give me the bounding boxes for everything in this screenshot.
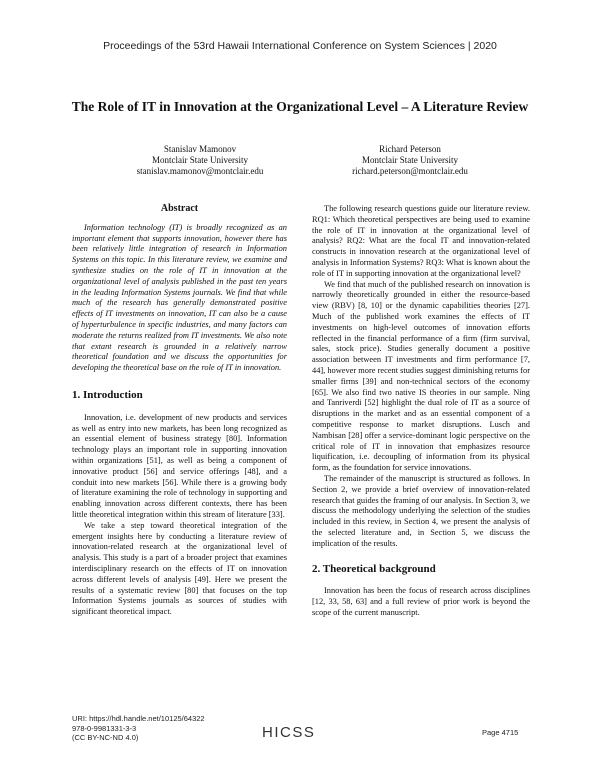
footer-isbn: 978-0-9981331-3-3 bbox=[72, 723, 137, 733]
abstract-heading: Abstract bbox=[160, 203, 199, 214]
section-heading: 1. Introduction bbox=[72, 388, 143, 401]
author-block bbox=[300, 144, 520, 177]
paragraph: Innovation has been the focus of research across disciplines [12, 33, 58, 63] and a full review of prior work is beyond the scope of the current manuscript. bbox=[312, 586, 530, 617]
paper-title: The Role of IT in Innovation at the Organizational Level – A Literature Review bbox=[71, 99, 529, 114]
hicss-logo: HICSS bbox=[262, 724, 316, 741]
paragraph: We find that much of the published research on innovation is narrowly theoretically grounded in either the resource-based view (RBV) [8, 10] or the dynamic capabilities theories [27]. Much of the published work examines the effects of IT investments on high-level outcomes of innovation efforts reflected in the financial performance of a firm (firm survival, sales, stock price). Studies generally document a positive association between IT investments and firm performance [7, 44], however more recent studies suggest diminishing returns for smaller firms [39] and non-technical sectors of the economy [65]. We also find two native IS theories in our sample. Ning and Tanriverdi [52] highlight the dual role of IT as a source of disruptions in the market and as an essential component of a competitive response to market disruptions. Lusch and Nambisan [28] offer a service-dominant logic perspective on the critical role of IT in innovation that emphasizes resource liquification, i.e. decoupling of information from its physical form, as the foundation for service innovations. bbox=[312, 279, 530, 473]
proceedings-header: Proceedings of the 53rd Hawaii International Conference on System Sciences | 2020 bbox=[103, 40, 497, 52]
author-name: Richard Peterson bbox=[379, 144, 441, 154]
left-column bbox=[72, 204, 287, 618]
author-affiliation: Montclair State University bbox=[362, 155, 458, 165]
author-name: Stanislav Mamonov bbox=[163, 144, 237, 154]
footer-info bbox=[72, 714, 222, 743]
author-affiliation: Montclair State University bbox=[152, 155, 248, 165]
page-number: Page 4715 bbox=[482, 728, 519, 737]
paragraph: The remainder of the manuscript is structured as follows. In Section 2, we provide a brief overview of innovation-related research that guides the framing of our analysis. In Section 3, we discuss the methodology underlying the selection of the studies included in this review, in Section 4, we present the analysis of the selected literature and, in Section 5, we discuss the implication of the results. bbox=[312, 473, 530, 548]
paragraph: The following research questions guide our literature review. RQ1: Which theoretical perspectives are being used to examine the role of IT in innovation at the organizational level of analysis? RQ2: What are the focal IT and innovation-related constructs in innovation research at the organizational level of analysis in Information Systems? RQ3: What is known about the role of IT in supporting innovation at the organizational level? bbox=[312, 204, 530, 278]
right-column bbox=[312, 204, 530, 619]
section-heading: 2. Theoretical background bbox=[312, 562, 436, 575]
footer-license: (CC BY-NC-ND 4.0) bbox=[72, 733, 139, 742]
paragraph: We take a step toward theoretical integration of the emergent insights here by conducting a literature review of innovation-related research at the organizational level of analysis. This study is a part of a broader project that examines interdisciplinary research on the effects of IT on innovation across different levels of analysis [49]. Here we present the results of a systematic review [80] that focuses on the top Information Systems journals as sources of studies with significant theoretical impact. bbox=[72, 520, 287, 617]
author-email: richard.peterson@montclair.edu bbox=[352, 166, 468, 176]
author-block bbox=[90, 144, 310, 177]
abstract-text: Information technology (IT) is broadly recognized as an important element that supports innovation, however there has been relatively little integration of research in Information Systems on this topic. In this literature review, we examine and synthesize studies on the role of IT in innovation at the organizational level of analysis published in the past ten years in the leading Information Systems journals. We find that while much of the research has generally demonstrated positive effects of IT investments on innovation, IT can also be a cause of hyperturbulence in specific industries, and many factors can moderate the returns realized from IT investments. We also note that extant research is grounded in a relatively narrow theoretical foundation and we discuss the opportunities for developing the theoretical base on the role of IT in innovation. bbox=[72, 222, 287, 373]
author-email: stanislav.mamonov@montclair.edu bbox=[136, 166, 264, 176]
footer-uri: URI: https://hdl.handle.net/10125/64322 bbox=[72, 714, 205, 723]
paragraph: Innovation, i.e. development of new products and services as well as entry into new markets, has been long recognized as an essential element of business strategy [80]. Information technology plays an important role in supporting innovation within organizations [51], as well as being a component of innovative product [56] and service offerings [48], and a conduit into new markets [56]. While there is a growing body of literature examining the role of technology in supporting and enabling innovation across different contexts, there has been little theoretical integration within this stream of literature [33]. bbox=[72, 412, 287, 519]
